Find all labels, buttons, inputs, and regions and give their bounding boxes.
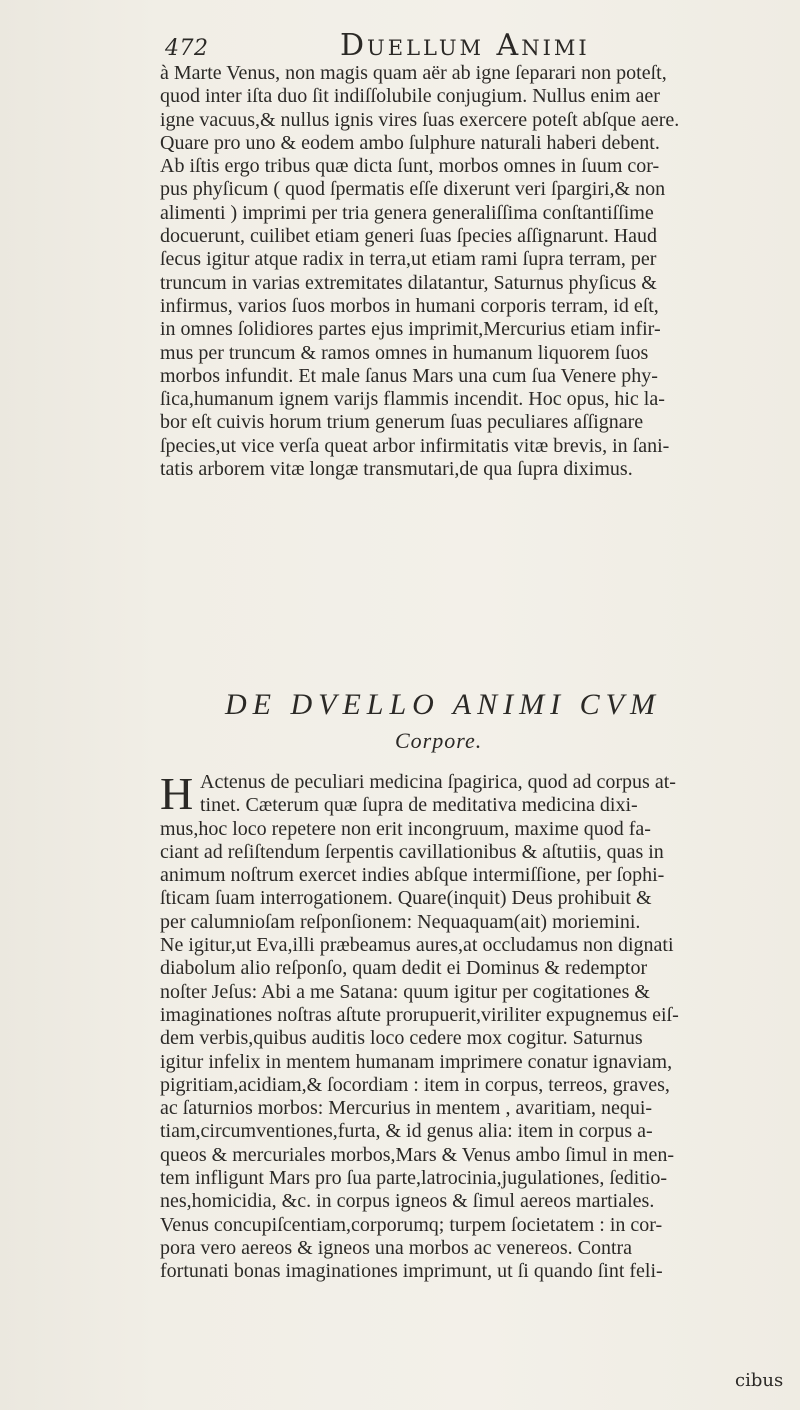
text-line: infirmus, varios ſuos morbos in humani corporis terram, id eſt,	[160, 294, 659, 317]
text-line: alimenti ) imprimi per tria genera generaliſſima conſtantiſſime	[160, 201, 654, 224]
text-line: ciant ad reſiſtendum ſerpentis cavillationibus & aſtutiis, quas in	[160, 840, 664, 863]
text-line: Ab iſtis ergo tribus quæ dicta ſunt, morbos omnes in ſuum cor-	[160, 155, 660, 178]
catchword: cibus	[735, 1370, 784, 1391]
text-line: tem infligunt Mars pro ſua parte,latrocinia,jugulationes, ſeditio-	[160, 1167, 668, 1190]
text-line: Actenus de peculiari medicina ſpagirica, quod ad corpus at-	[200, 771, 676, 793]
text-line: ſica,humanum ignem varijs flammis incendit. Hoc opus, hic la-	[160, 388, 665, 411]
text-line: mus per truncum & ramos omnes in humanum liquorem ſuos	[160, 341, 649, 364]
text-line: nes,homicidia, &c. in corpus igneos & ſimul aereos martiales.	[160, 1190, 655, 1213]
drop-cap: H	[160, 768, 194, 819]
text-line: docuerunt, cuilibet etiam generi ſuas ſpecies aſſignarunt. Haud	[160, 225, 658, 248]
section-subtitle: Corpore.	[395, 728, 483, 753]
text-line: Venus concupiſcentiam,corporumq; turpem ſocietatem : in cor-	[160, 1213, 663, 1236]
text-line: tiam,circumventiones,furta, & id genus alia: item in corpus a-	[160, 1120, 653, 1143]
text-line: queos & mercuriales morbos,Mars & Venus ambo ſimul in men-	[160, 1143, 674, 1166]
text-line: ſpecies,ut vice verſa queat arbor infirmitatis vitæ brevis, in ſani-	[160, 434, 670, 457]
text-line: quod inter iſta duo ſit indiſſolubile conjugium. Nullus enim aer	[160, 85, 660, 108]
text-line: ac ſaturnios morbos: Mercurius in mentem , avaritiam, nequi-	[160, 1097, 653, 1120]
text-line: truncum in varias extremitates dilatantur, Saturnus phyſicus &	[160, 271, 657, 294]
text-line: diabolum alio reſponſo, quam dedit ei Dominus & redemptor	[160, 957, 648, 980]
text-line: ſecus igitur atque radix in terra,ut etiam rami ſupra terram, per	[160, 248, 657, 271]
text-line: imaginationes noſtras aſtute prorupuerit,viriliter expugnemus eiſ-	[160, 1003, 679, 1026]
text-line: noſter Jeſus: Abi a me Satana: quum igitur per cogitationes &	[160, 980, 650, 1003]
text-line: per calumnioſam reſponſionem: Nequaquam(ait) moriemini.	[160, 910, 641, 933]
text-line: à Marte Venus, non magis quam aër ab igne ſeparari non poteſt,	[160, 62, 667, 84]
text-line: fortunati bonas imaginationes imprimunt, ut ſi quando ſint feli-	[160, 1260, 663, 1283]
text-line: pora vero aereos & igneos una morbos ac venereos. Contra	[160, 1236, 633, 1259]
text-line: ſticam ſuam interrogationem. Quare(inquit) Deus prohibuit &	[160, 887, 652, 910]
text-line: mus,hoc loco repetere non erit incongruum, maxime quod fa-	[160, 817, 651, 840]
text-line: bor eſt cuivis horum trium generum ſuas peculiares aſſignare	[160, 411, 644, 434]
text-line: igitur infelix in mentem humanam imprimere conatur ignaviam,	[160, 1050, 673, 1073]
paragraph-2	[160, 768, 800, 1284]
text-line: Quare pro uno & eodem ambo ſulphure naturali haberi debent.	[160, 131, 660, 154]
text-line: pigritiam,acidiam,& ſocordiam : item in corpus, terreos, graves,	[160, 1073, 670, 1096]
text-line: pus phyſicum ( quod ſpermatis eſſe dixerunt veri ſpargiri,& non	[160, 178, 666, 201]
page-number: 472	[165, 36, 209, 61]
running-title: Duellum Animi	[340, 28, 590, 63]
text-line: animum noſtrum exercet indies abſque intermiſſione, per ſophi-	[160, 864, 665, 887]
page-header	[165, 20, 740, 63]
text-line: tatis arborem vitæ longæ transmutari,de qua ſupra diximus.	[160, 458, 633, 481]
text-line: in omnes ſolidiores partes ejus imprimit,Mercurius etiam infir-	[160, 318, 661, 341]
paragraph-1	[160, 62, 800, 481]
section-title: DE DVELLO ANIMI CVM	[225, 688, 661, 721]
text-line: dem verbis,quibus auditis loco cedere mox cogitur. Saturnus	[160, 1027, 643, 1050]
text-line: tinet. Cæterum quæ ſupra de meditativa medicina dixi-	[200, 794, 638, 817]
text-line: morbos infundit. Et male ſanus Mars una cum ſua Venere phy-	[160, 364, 658, 387]
text-line: igne vacuus,& nullus ignis vires ſuas exercere poteſt abſque aere.	[160, 108, 680, 131]
text-line: Ne igitur,ut Eva,illi præbeamus aures,at occludamus non dignati	[160, 934, 674, 957]
